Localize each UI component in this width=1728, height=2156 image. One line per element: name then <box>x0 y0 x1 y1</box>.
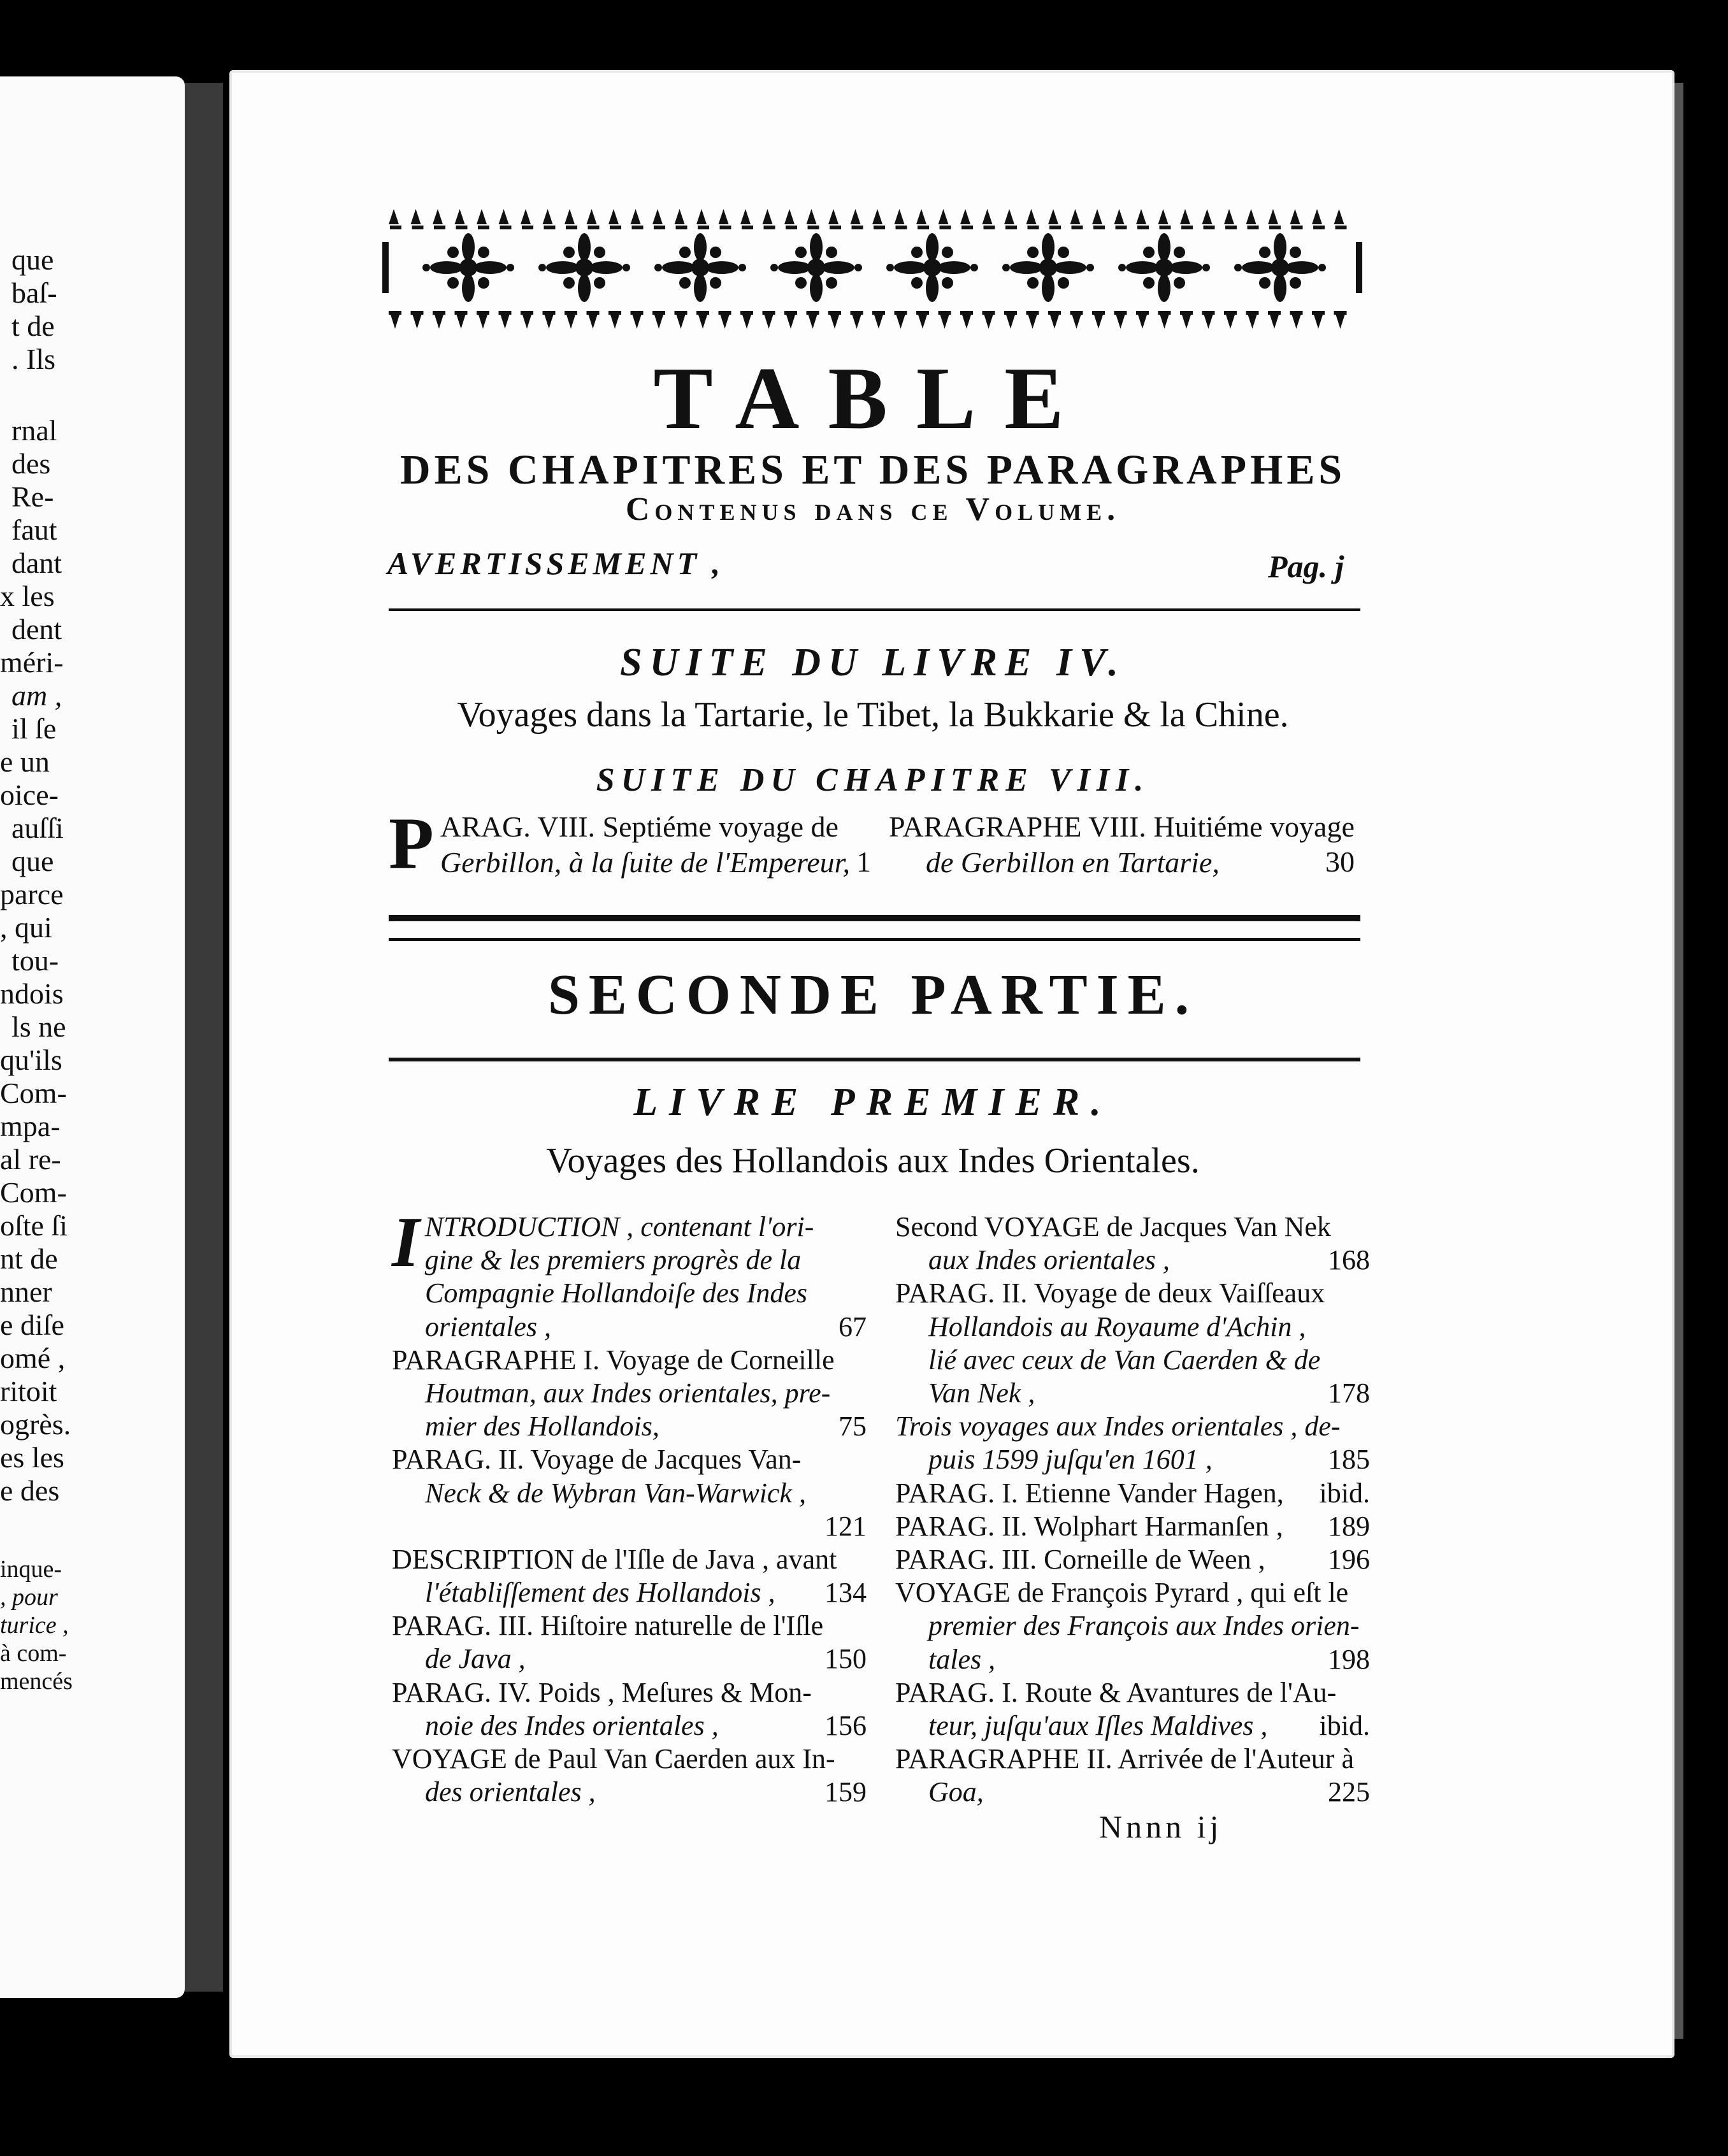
toc-entry <box>895 1743 1370 1809</box>
page-number: 121 <box>824 1510 867 1542</box>
left-fragment: tou- <box>11 944 59 977</box>
toc-line: premier des François aux Indes orien- <box>928 1610 1360 1642</box>
left-fragment: ls ne <box>11 1010 66 1043</box>
toc-line: puis 1599 juſqu'en 1601 , <box>928 1444 1213 1476</box>
left-fragment: Com- <box>0 1176 67 1209</box>
page-number: 168 <box>1328 1244 1370 1276</box>
toc-line: Houtman, aux Indes orientales, pre- <box>425 1377 831 1409</box>
toc-entry <box>895 1211 1370 1277</box>
page-number: 198 <box>1328 1643 1370 1675</box>
page-number: 178 <box>1328 1377 1370 1409</box>
toc-line: Trois voyages aux Indes orientales , de- <box>895 1411 1341 1442</box>
left-fragment-small: turice , <box>0 1612 69 1639</box>
left-facing-page <box>0 76 185 1998</box>
toc-line: PARAG. I. Route & Avantures de l'Au- <box>895 1676 1337 1708</box>
page-number: 196 <box>1328 1544 1370 1576</box>
toc-line: Goa, <box>928 1776 984 1808</box>
toc-line: de Java , <box>425 1643 526 1675</box>
page-number: 134 <box>824 1577 867 1609</box>
toc-line: Neck & de Wybran Van-Warwick , <box>425 1477 806 1509</box>
toc-column-right <box>895 1211 1370 1809</box>
toc-line: Gerbillon, à la ſuite de l'Empereur, <box>440 846 850 879</box>
toc-line: PARAG. III. Corneille de Ween , <box>895 1544 1265 1576</box>
toc-line: des orientales , <box>425 1776 596 1808</box>
toc-entry <box>392 1676 867 1743</box>
toc-line: Hollandois au Royaume d'Achin , <box>928 1311 1306 1342</box>
subtitle-2: Contenus dans ce Volume. <box>625 491 1121 528</box>
left-fragment: que <box>11 243 54 276</box>
drop-cap: P <box>389 803 434 884</box>
left-fragment: e des <box>0 1474 60 1507</box>
left-fragment: oſte ſi <box>0 1209 68 1242</box>
divider <box>389 608 1360 611</box>
left-fragment: omé , <box>0 1342 66 1374</box>
drop-cap: I <box>392 1203 420 1282</box>
page-number: 1 <box>856 845 871 878</box>
left-fragment: e diſe <box>0 1309 64 1341</box>
toc-line: orientales , <box>425 1311 551 1342</box>
left-fragment: nt de <box>0 1242 58 1275</box>
subtitle: DES CHAPITRES ET DES PARAGRAPHES <box>400 447 1346 493</box>
page-number: 150 <box>824 1643 867 1675</box>
section-subheading: Voyages dans la Tartarie, le Tibet, la Bukkarie & la Chine. <box>457 695 1289 735</box>
left-fragment: . Ils <box>11 343 55 375</box>
avertissement-page: Pag. j <box>1268 549 1344 584</box>
left-fragment-small: , pour <box>0 1584 58 1611</box>
page-number: ibid. <box>1319 1477 1370 1509</box>
page-number: 225 <box>1328 1776 1370 1808</box>
left-fragment: t de <box>11 310 55 342</box>
toc-line: gine & les premiers progrès de la <box>424 1244 802 1276</box>
left-fragment: am , <box>11 679 62 712</box>
book-heading: LIVRE PREMIER. <box>633 1081 1112 1124</box>
toc-line: noie des Indes orientales , <box>425 1709 719 1741</box>
divider-double-bottom <box>389 938 1360 941</box>
page-number: 185 <box>1328 1444 1370 1476</box>
toc-entry <box>895 1477 1370 1510</box>
page-number: 159 <box>824 1776 867 1808</box>
left-fragment: , qui <box>0 911 52 944</box>
page-number: 67 <box>839 1311 867 1342</box>
section-heading: SUITE DU LIVRE IV. <box>620 641 1126 684</box>
page-title: TABLE <box>653 349 1093 448</box>
toc-column-left <box>392 1203 867 1809</box>
toc-line: PARAG. IV. Poids , Meſures & Mon- <box>392 1676 812 1708</box>
toc-entry <box>392 1443 867 1542</box>
toc-line: aux Indes orientales , <box>928 1244 1170 1276</box>
toc-line: Van Nek , <box>928 1377 1035 1409</box>
left-fragment: rnal <box>11 414 57 447</box>
left-fragment: al re- <box>0 1143 61 1175</box>
left-fragment: il ſe <box>11 712 57 745</box>
left-fragment: ritoit <box>0 1375 57 1407</box>
toc-line: PARAG. III. Hiſtoire naturelle de l'Iſle <box>392 1610 824 1642</box>
left-fragment: es les <box>0 1441 64 1474</box>
page-number: 189 <box>1328 1510 1370 1542</box>
left-fragment: ndois <box>0 977 64 1010</box>
toc-line: de Gerbillon en Tartarie, <box>926 846 1220 879</box>
left-fragment: e un <box>0 745 50 778</box>
toc-line: mier des Hollandois, <box>425 1411 659 1442</box>
left-fragment: ogrès. <box>0 1408 71 1441</box>
toc-entry <box>895 1410 1370 1476</box>
toc-line: Second VOYAGE de Jacques Van Nek <box>895 1211 1331 1242</box>
divider <box>389 1058 1360 1061</box>
toc-line: PARAGRAPHE I. Voyage de Corneille <box>392 1344 835 1376</box>
toc-line: PARAG. II. Voyage de deux Vaiſſeaux <box>895 1277 1325 1309</box>
toc-line: teur, juſqu'aux Iſles Maldives , <box>928 1710 1268 1742</box>
left-fragment: mpa- <box>0 1110 61 1142</box>
ornament-band-icon <box>382 204 1364 331</box>
left-fragment: x les <box>0 580 55 612</box>
book-subheading: Voyages des Hollandois aux Indes Orientales. <box>546 1141 1200 1181</box>
left-fragment: parce <box>0 878 64 910</box>
toc-line: tales , <box>928 1643 996 1675</box>
left-fragment: méri- <box>0 646 64 679</box>
page-number: 75 <box>839 1411 867 1442</box>
toc-line: PARAG. II. Voyage de Jacques Van- <box>392 1444 802 1476</box>
toc-line: Compagnie Hollandoiſe des Indes <box>425 1277 808 1309</box>
left-fragment: Re- <box>11 480 54 513</box>
toc-entry <box>895 1543 1370 1576</box>
left-fragment: Com- <box>0 1077 67 1109</box>
toc-line: PARAG. I. Etienne Vander Hagen, <box>895 1477 1284 1509</box>
toc-line: NTRODUCTION , contenant l'ori- <box>424 1211 814 1242</box>
page-number: 156 <box>824 1709 867 1741</box>
left-fragment: dant <box>11 547 62 579</box>
toc-entry <box>895 1277 1370 1410</box>
toc-line: VOYAGE de François Pyrard , qui eſt le <box>895 1577 1349 1609</box>
toc-line: PARAG. II. Wolphart Harmanſen , <box>895 1510 1283 1542</box>
toc-line: ARAG. VIII. Septiéme voyage de <box>440 810 839 843</box>
left-fragment-small: inque- <box>0 1556 62 1583</box>
left-fragment-small: à com- <box>0 1640 67 1667</box>
toc-line: DESCRIPTION de l'Iſle de Java , avant <box>392 1543 837 1575</box>
left-fragment: faut <box>11 514 57 546</box>
page-number: 30 <box>1325 845 1355 878</box>
left-fragment: des <box>11 447 51 480</box>
signature-mark: Nnnn ij <box>1099 1809 1223 1844</box>
toc-line: PARAGRAPHE II. Arrivée de l'Auteur à <box>895 1743 1354 1775</box>
avertissement-label: AVERTISSEMENT , <box>387 545 724 581</box>
left-fragment: que <box>11 845 54 877</box>
left-fragment: auſſi <box>11 812 64 844</box>
left-fragment-small: mencés <box>0 1668 73 1695</box>
toc-entry <box>392 1543 867 1609</box>
left-fragment: dent <box>11 613 62 645</box>
toc-entry <box>389 803 873 884</box>
toc-line: PARAGRAPHE VIII. Huitiéme voyage <box>889 810 1355 843</box>
left-fragment: qu'ils <box>0 1044 62 1076</box>
toc-line: VOYAGE de Paul Van Caerden aux In- <box>392 1743 835 1775</box>
left-fragment: baſ- <box>11 277 57 309</box>
toc-line: lié avec ceux de Van Caerden & de <box>928 1344 1321 1376</box>
part-heading: SECONDE PARTIE. <box>547 963 1199 1026</box>
toc-entry <box>392 1743 867 1809</box>
toc-entry <box>392 1609 867 1676</box>
chapter-heading: SUITE DU CHAPITRE VIII. <box>596 762 1150 798</box>
toc-line: l'établiſſement des Hollandois , <box>425 1577 775 1609</box>
toc-entry <box>392 1344 867 1444</box>
toc-entry <box>895 1576 1370 1676</box>
toc-entry <box>895 1676 1370 1743</box>
left-fragment: nner <box>0 1276 52 1308</box>
toc-entry <box>889 809 1360 880</box>
page-number: ibid. <box>1319 1710 1370 1742</box>
left-fragment: oice- <box>0 779 59 811</box>
book-spine <box>185 83 223 1992</box>
divider-double-top <box>389 915 1360 921</box>
toc-entry <box>392 1203 867 1344</box>
toc-entry <box>895 1510 1370 1543</box>
